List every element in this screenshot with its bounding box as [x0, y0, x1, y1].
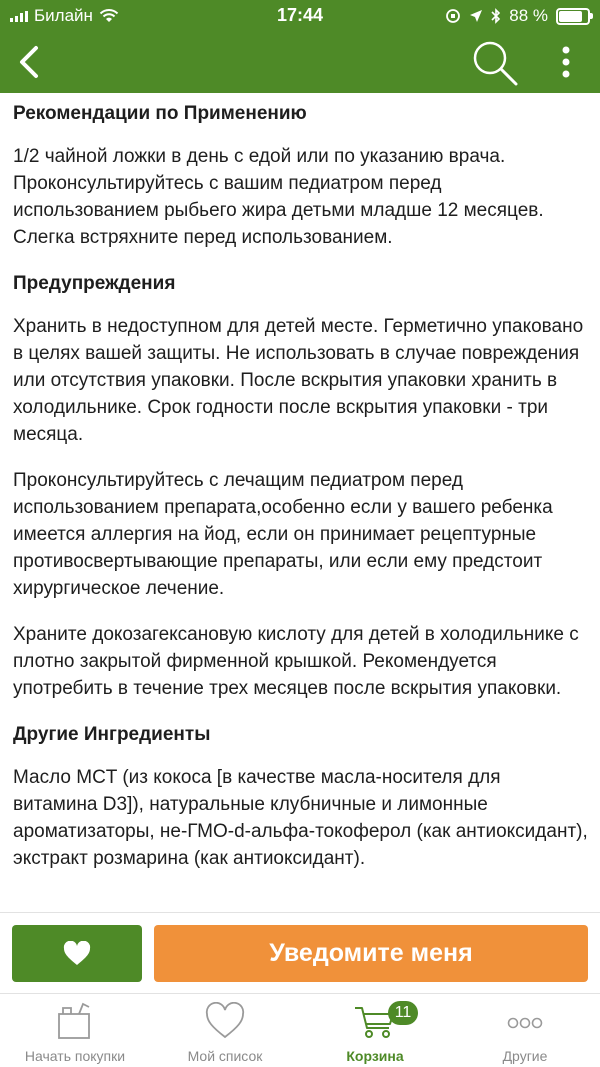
- section-heading: Предупреждения: [13, 273, 176, 294]
- divider: [0, 912, 600, 913]
- tab-label: Мой список: [187, 1048, 263, 1064]
- battery-percent: 88 %: [509, 6, 548, 25]
- tab-label: Другие: [502, 1048, 548, 1064]
- status-bar: [0, 0, 600, 32]
- tab-my-list[interactable]: [150, 994, 300, 1067]
- location-icon: [469, 9, 483, 23]
- tab-bar: [0, 993, 600, 1067]
- tab-other[interactable]: [450, 994, 600, 1067]
- heart-icon: [63, 941, 91, 967]
- product-details: [13, 100, 588, 891]
- heart-outline-icon: [203, 1002, 247, 1040]
- tab-label: Начать покупки: [24, 1048, 126, 1064]
- shopping-bag-icon: [53, 1002, 97, 1040]
- bluetooth-icon: [491, 8, 501, 24]
- battery-icon: [556, 8, 590, 25]
- search-icon[interactable]: [468, 36, 524, 88]
- more-horizontal-icon: [503, 1002, 547, 1040]
- cart-count-badge: 11: [388, 1001, 418, 1025]
- tab-label: Корзина: [346, 1048, 404, 1064]
- status-time: 17:44: [276, 5, 324, 25]
- rotation-lock-icon: [445, 8, 461, 24]
- section-paragraph: Хранить в недоступном для детей месте. Герметично упаковано в целях вашей защиты. Не использовать в случае повреждения или отсутствия упаковки. После вскрытия упаковки хранить в холодильнике. Срок годности после вскрытия упаковки - три месяца.: [13, 316, 584, 445]
- section-paragraph: Храните докозагексановую кислоту для детей в холодильнике с плотно закрытой фирменной крышкой. Рекомендуется употребить в течение трех месяцев после вскрытия упаковки.: [13, 624, 579, 699]
- back-chevron-icon[interactable]: [12, 40, 52, 84]
- section-paragraph: Проконсультируйтесь с лечащим педиатром перед использованием препарата,особенно если у вашего ребенка имеется аллергия на йод, если он принимает рецептурные противосвертывающие препараты, или если ему предстоит хирургическое лечение.: [13, 470, 553, 599]
- section-paragraph: Масло MCT (из кокоса [в качестве масла-носителя для витамина D3]), натуральные клубничные и лимонные ароматизаторы, не-ГМО-d-альфа-токоферол (как антиоксидант), экстракт розмарина (как антиоксидант).: [13, 767, 588, 869]
- carrier-name: Билайн: [34, 6, 93, 25]
- add-to-favorites-button[interactable]: [12, 925, 142, 982]
- more-vertical-icon[interactable]: [554, 40, 578, 84]
- notify-me-button[interactable]: Уведомите меня: [154, 925, 588, 982]
- section-paragraph: 1/2 чайной ложки в день с едой или по указанию врача. Проконсультируйтесь с вашим педиатром перед использованием рыбьего жира детьми младше 12 месяцев. Слегка встряхните перед использованием.: [13, 146, 544, 248]
- section-heading: Другие Ингредиенты: [13, 724, 211, 745]
- app-header: [0, 0, 600, 93]
- navigation-bar: [0, 32, 600, 93]
- tab-start-shopping[interactable]: [0, 994, 150, 1067]
- tab-cart[interactable]: [300, 994, 450, 1067]
- section-heading: Рекомендации по Применению: [13, 103, 307, 124]
